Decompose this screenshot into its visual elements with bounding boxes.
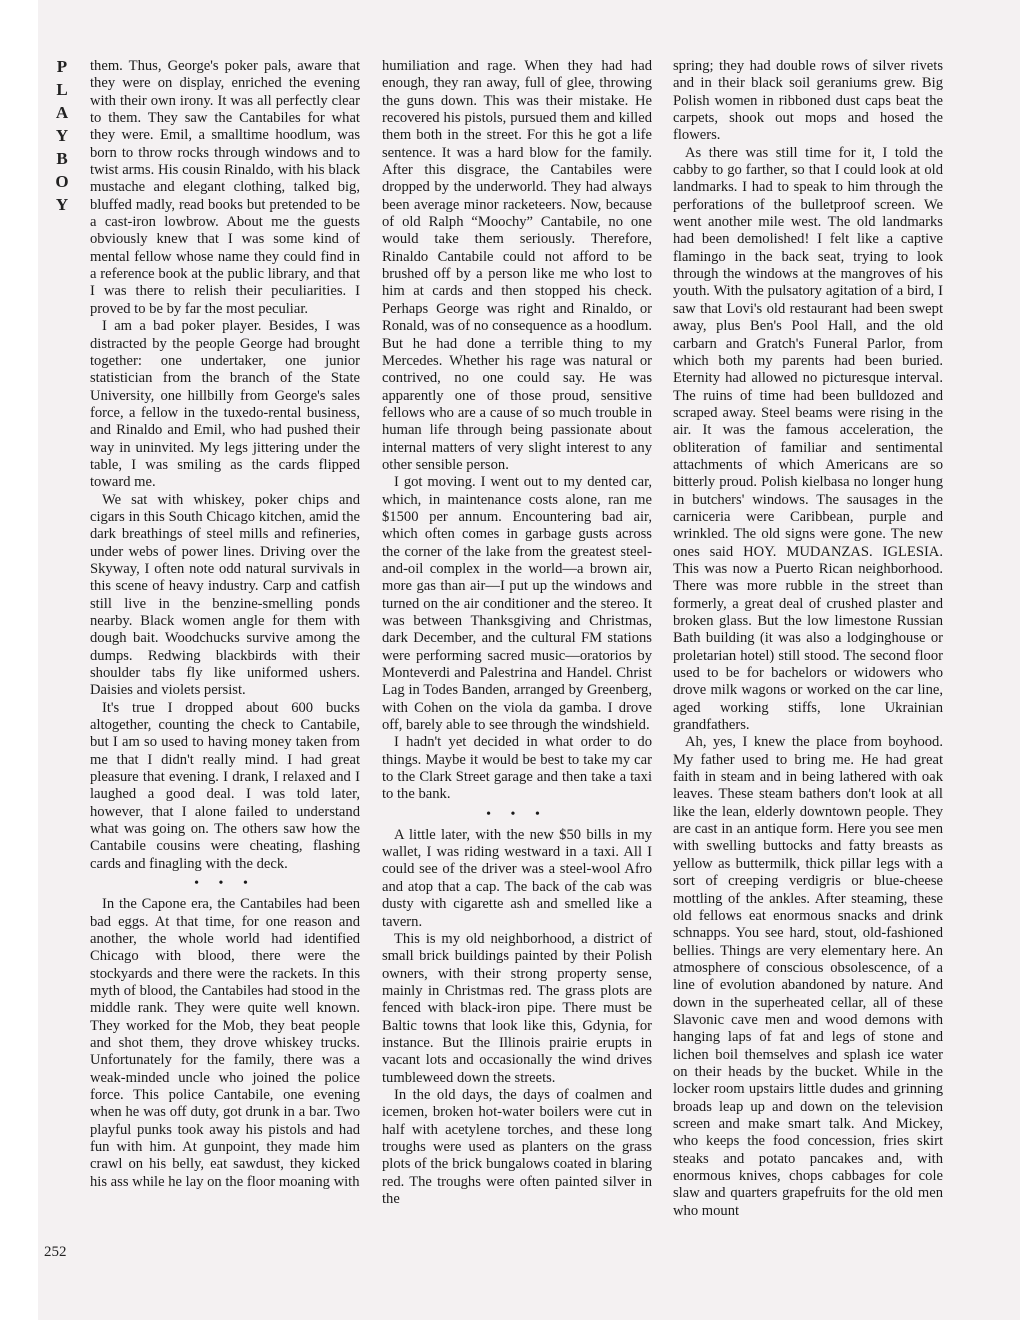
masthead-letter: Y bbox=[55, 195, 69, 214]
masthead-letter: O bbox=[55, 172, 69, 191]
paragraph: It's true I dropped about 600 bucks altogether, counting the check to Cantabile, but I am so used to having money taken from me that I didn't really mind. I had great pleasure that evening. I drank, I relaxed and I laughed a good deal. I was told later, however, that I alone failed to understand what was going on. The others saw how the Cantabile cousins were cheating, flashing cards and finagling with the deck. bbox=[90, 699, 360, 872]
paragraph: In the old days, the days of coalmen and icemen, broken hot-water boilers were cut in half with acetylene torches, and these long troughs were used as planters on the grass plots of the brick bungalows coated in blaring red. The troughs were often painted silver in the bbox=[382, 1086, 652, 1207]
text-column-3 bbox=[673, 58, 943, 1220]
paragraph: I got moving. I went out to my dented car, which, in maintenance costs alone, ran me $1500 per annum. Encountering bad air, which often comes in garbage gusts across the corner of the lake from the greatest steel-and-oil complex in the world—a brown air, more gas than air—I put up the windows and turned on the air conditioner and the stereo. It was between Thanksgiving and Christmas, dark December, and the cultural FM stations were performing sacred music—oratorios by Monteverdi and Palestrina and Handel. Christ Lag in Todes Banden, arranged by Greenberg, with Cohen on the viola da gamba. I drove off, barely able to see through the windshield. bbox=[382, 474, 652, 734]
section-separator: • • • bbox=[194, 876, 256, 892]
paragraph: As there was still time for it, I told the cabby to go farther, so that I could look at old landmarks. I had to speak to him through the perforations of the bulletproof screen. We went another mile west. The old landmarks had been demolished! I felt like a captive flamingo in the back seat, trying to look through the windows at the mangroves of his youth. With the pulsatory agitation of a bird, I saw that Lovi's old restaurant had been swept away, plus Ben's Pool Hall, and the old carbarn and Gratch's Funeral Parlor, from which both my parents had been buried. Eternity had allowed no picturesque interval. The ruins of time had been bulldozed and scraped away. Steel beams were rising in the air. It was the famous acceleration, the obliteration of familiar and sentimental attachments of which Americans are so bitterly proud. Polish kielbasa no longer hung in butchers' windows. The sausages in the carniceria were Caribbean, purple and wrinkled. The old signs were gone. The new ones said HOY. MUDANZAS. IGLESIA. This was now a Puerto Rican neighborhood. There was more rubble in the street than formerly, a great deal of crushed plaster and broken glass. But the low limestone Russian Bath building (it was also a lodginghouse or proletarian hotel) still stood. The second floor used to be for bachelors or widowers who drove milk wagons or worked on the car line, aged working stiffs, lone Ukrainian grandfathers. bbox=[673, 144, 943, 734]
paragraph: I hadn't yet decided in what order to do things. Maybe it would be best to take my car to the Clark Street garage and then take a taxi to the bank. bbox=[382, 734, 652, 803]
paragraph: We sat with whiskey, poker chips and cigars in this South Chicago kitchen, amid the dark breathings of steel mills and refineries, under webs of power lines. Driving over the Skyway, I often note odd natural survivals in this scene of heavy industry. Carp and catfish still live in the benzine-smelling ponds nearby. Black women angle for them with dough bait. Woodchucks survive among the dumps. Redwing blackbirds with their shoulder tabs fly like uniformed ushers. Daisies and violets persist. bbox=[90, 491, 360, 699]
paragraph: I am a bad poker player. Besides, I was distracted by the people George had brought together: one undertaker, one junior statistician from the branch of the State University, one hillbilly from George's sales force, a fellow in the tuxedo-rental business, and Rinaldo and Emil, who had pushed their way in uninvited. My legs jittering under the table, I was smiling as the cards flipped toward me. bbox=[90, 318, 360, 491]
text-column-1 bbox=[90, 58, 360, 1191]
section-separator: • • • bbox=[486, 806, 548, 822]
paragraph: This is my old neighborhood, a district of small brick buildings painted by their Polish owners, with their strong property sense, mainly in Christmas red. The grass plots are fenced with black-iron pipe. There must be Baltic towns that look like this, Gdynia, for instance. But the Illinois prairie erupts in vacant lots and occasionally the wind drives tumbleweed down the streets. bbox=[382, 930, 652, 1086]
paragraph: spring; they had double rows of silver rivets and in their black soil geraniums grew. Big Polish women in ribboned dust caps beat the carpets, shook out mops and hosed the flowers. bbox=[673, 58, 943, 144]
text-column-2 bbox=[382, 58, 652, 1208]
masthead-letter: B bbox=[56, 149, 68, 168]
paragraph: A little later, with the new $50 bills in my wallet, I was riding westward in a taxi. All I could see of the driver was a steel-wool Afro and atop that a cap. The back of the cab was dusty with cigarette ash and smelled like a tavern. bbox=[382, 826, 652, 930]
masthead-letter: P bbox=[56, 57, 68, 76]
paragraph: In the Capone era, the Cantabiles had been bad eggs. At that time, for one reason and another, the whole world had identified Chicago with blood, there were the stockyards and there were the rackets. In this myth of blood, the Cantabiles had stood in the middle rank. They were quite well known. They worked for the Mob, they beat people and shot them, they drove whiskey trucks. Unfortunately for the family, there was a weak-minded uncle who joined the police force. This police Cantabile, one evening when he was off duty, got drunk in a bar. Two playful punks took away his pistols and had fun with him. At gunpoint, they made him crawl on his belly, eat sawdust, they kicked his ass while he lay on the floor moaning with bbox=[90, 896, 360, 1190]
masthead-letter: Y bbox=[55, 126, 69, 145]
playboy-masthead bbox=[52, 55, 72, 216]
page-number: 252 bbox=[44, 1244, 67, 1260]
paragraph: them. Thus, George's poker pals, aware that they were on display, enriched the evening with their own irony. It was all perfectly clear to them. They saw the Cantabiles for what they were. Emil, a smalltime hoodlum, was born to throw rocks through windows and to twist arms. His cousin Rinaldo, with his black mustache and elegant clothing, talked big, bluffed madly, read books but pretended to be a cast-iron lowbrow. About me the guests obviously knew that I was some kind of mental fellow whose name they could find in a reference book at the public library, and that I was there to relish their peculiarities. I proved to be by far the most peculiar. bbox=[90, 58, 360, 317]
paragraph: Ah, yes, I knew the place from boyhood. My father used to bring me. He had great faith in steam and in being lathered with oak leaves. These steam bathers don't look at all like the lean, elderly downtown people. They are cast in an antique form. Here you see men with swelling buttocks and fatty breasts as yellow as buttermilk, thick pillar legs with a sort of creeping verdigris or blue-cheese mottling of the ankles. After steaming, these old fellows eat enormous snacks and drink schnapps. You see hard, stout, old-fashioned bellies. Things are very elementary here. An atmosphere of conscious obsolescence, of a line of evolution abandoned by nature. And down in the superheated cellar, all of these Slavonic cave men and wood demons with hanging laps of fat and legs of stone and lichen boil themselves and splash ice water on their heads by the bucket. While in the locker room upstairs little dudes and grinning broads leap up and down on the television screen and make smart talk. And Mickey, who keeps the food concession, fries skirt steaks and potato pancakes and, with enormous knives, chops cabbages for cole slaw and quarters grapefruits for the old men who mount bbox=[673, 734, 943, 1219]
paragraph: humiliation and rage. When they had had enough, they ran away, full of glee, throwing the guns down. This was their mistake. He recovered his pistols, pursued them and killed them both in the street. For this he got a life sentence. It was a hard blow for the family. After this disgrace, the Cantabiles were dropped by the underworld. They had always been average minor racketeers. Now, because of old Ralph “Moochy” Cantabile, no one would take them seriously. Therefore, Rinaldo Cantabile could not afford to be brushed off by a person like me who lost to him at cards and then stopped his check. Perhaps George was right and Rinaldo, or Ronald, was of no consequence as a hoodlum. But he had done a terrible thing to my Mercedes. Whether his rage was natural or contrived, no one could say. He was apparently one of those proud, sensitive fellows who are a cause of so much trouble in human life through being passionate about internal matters of very slight interest to any other sensible person. bbox=[382, 58, 652, 473]
masthead-letter: L bbox=[56, 80, 68, 99]
masthead-letter: A bbox=[55, 103, 69, 122]
